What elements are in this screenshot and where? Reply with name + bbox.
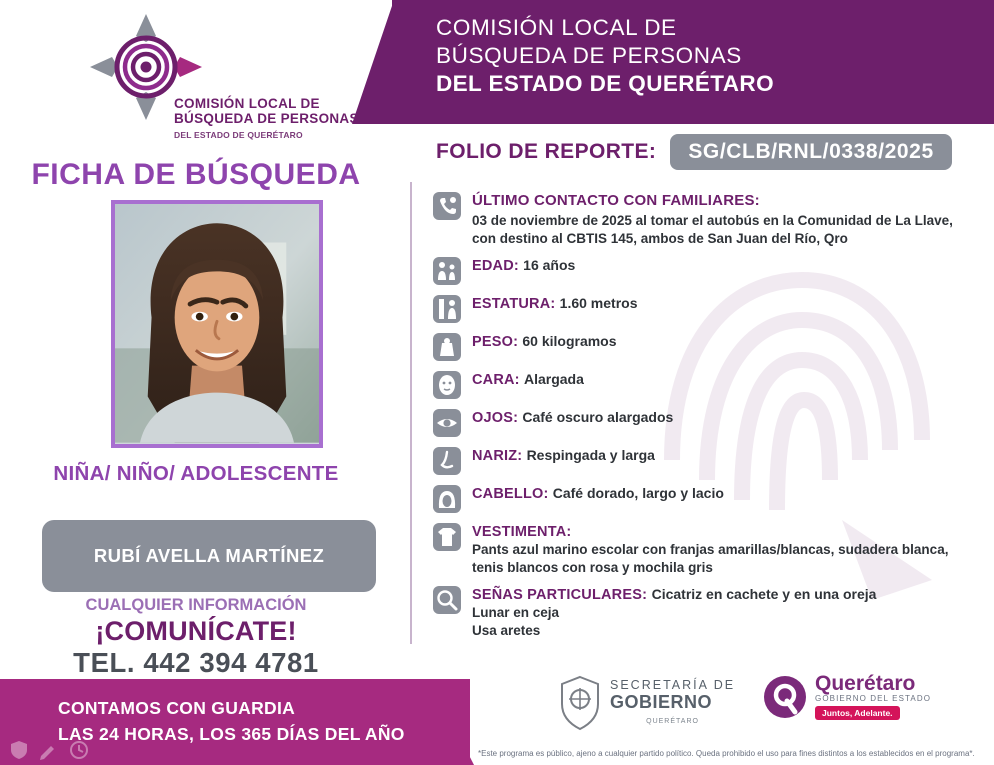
secretaria-line-3: QUERÉTARO: [646, 717, 699, 725]
detail-row-nariz: [432, 445, 976, 476]
legal-disclaimer: *Este programa es público, ajeno a cualquier partido político. Queda prohibido el uso para fines distintos a los establecidos en el programa*.: [478, 749, 975, 758]
magnifier-icon: [432, 585, 462, 615]
weight-icon: [432, 332, 462, 362]
detail-value: 03 de noviembre de 2025 al tomar el autobús en la Comunidad de La Llave, con destino al CBTIS 145, ambos de San Juan del Río, Qro: [472, 213, 953, 246]
detail-label: OJOS:: [472, 410, 523, 426]
detail-label: ÚLTIMO CONTACTO CON FAMILIARES:: [472, 192, 760, 209]
queretaro-q-icon: [762, 674, 808, 720]
pencil-icon: [38, 739, 60, 761]
detail-value: Café oscuro alargados: [522, 409, 674, 425]
secretaria-line-2: GOBIERNO: [610, 691, 713, 712]
header-line-1: COMISIÓN LOCAL DE: [436, 15, 677, 40]
header-line-2: BÚSQUEDA DE PERSONAS: [436, 43, 742, 68]
logo-line-1: COMISIÓN LOCAL DE: [174, 96, 320, 111]
nose-icon: [432, 446, 462, 476]
folio-row: [436, 134, 952, 170]
detail-value: Alargada: [523, 371, 584, 387]
hair-icon: [432, 484, 462, 514]
detail-value: Respingada y larga: [526, 447, 655, 463]
subject-photo-image: [115, 204, 319, 443]
subject-name: RUBÍ AVELLA MARTÍNEZ: [42, 520, 376, 592]
page-title: FICHA DE BÚSQUEDA: [31, 158, 361, 191]
decorative-icons: [8, 739, 90, 761]
detail-value: Cicatriz en cachete y en una oreja: [651, 586, 877, 602]
bottom-band-diagonal: [430, 679, 474, 765]
detail-label: CARA:: [472, 372, 524, 388]
detail-row-ojos: [432, 407, 976, 438]
header-band: [392, 0, 994, 124]
subject-category: NIÑA/ NIÑO/ ADOLESCENTE: [53, 462, 339, 485]
queretaro-coat-of-arms-icon: [558, 675, 602, 731]
section-divider: [410, 182, 412, 644]
header-line-3: DEL ESTADO DE QUERÉTARO: [436, 71, 774, 96]
detail-row-peso: [432, 331, 976, 362]
detail-row-cabello: [432, 483, 976, 514]
detail-label: VESTIMENTA:: [472, 524, 572, 540]
detail-value-extra-1: Lunar en ceja: [472, 605, 560, 620]
detail-value: 1.60 metros: [559, 295, 638, 311]
detail-row-senas-particulares: [432, 584, 976, 640]
folio-value: SG/CLB/RNL/0338/2025: [670, 134, 951, 170]
contact-cta: ¡COMUNÍCATE!: [95, 616, 297, 646]
detail-label: CABELLO:: [472, 486, 553, 502]
shield-icon: [8, 739, 30, 761]
detail-value: 16 años: [523, 257, 576, 273]
detail-row-cara: [432, 369, 976, 400]
logo-line-3: DEL ESTADO DE QUERÉTARO: [174, 130, 303, 140]
detail-value: 60 kilogramos: [522, 333, 617, 349]
secretaria-line-1: SECRETARÍA DE: [610, 677, 736, 692]
phone-family-icon: [432, 191, 462, 221]
height-icon: [432, 294, 462, 324]
detail-row-vestimenta: [432, 521, 976, 577]
detail-value-extra-2: Usa aretes: [472, 623, 541, 638]
queretaro-wordmark: Querétaro: [815, 672, 916, 695]
detail-value: Café dorado, largo y lacio: [552, 485, 724, 501]
eye-icon: [432, 408, 462, 438]
detail-value: Pants azul marino escolar con franjas amarillas/blancas, sudadera blanca, tenis blancos con rosa y mochila gris: [472, 542, 949, 575]
face-icon: [432, 370, 462, 400]
logo-line-2: BÚSQUEDA DE PERSONAS: [174, 111, 359, 126]
guardia-line-1: CONTAMOS CON GUARDIA: [58, 698, 296, 718]
guardia-line-2: LAS 24 HORAS, LOS 365 DÍAS DEL AÑO: [58, 724, 405, 744]
footer-logos: [500, 672, 980, 745]
detail-label: NARIZ:: [472, 448, 527, 464]
people-icon: [432, 256, 462, 286]
agency-logo: [34, 10, 359, 140]
guardia-notice: [58, 695, 405, 747]
clothing-icon: [432, 522, 462, 552]
queretaro-badge: Juntos, Adelante.: [815, 706, 900, 720]
detail-label: ESTATURA:: [472, 296, 560, 312]
secretaria-gobierno-logo: [558, 675, 735, 731]
detail-label: EDAD:: [472, 258, 524, 274]
subject-photo: [111, 200, 323, 448]
detail-label: SEÑAS PARTICULARES:: [472, 587, 648, 603]
detail-row-ultimo-contacto: [432, 190, 976, 248]
folio-label: FOLIO DE REPORTE:: [436, 140, 657, 163]
contact-lead: CUALQUIER INFORMACIÓN: [85, 596, 307, 614]
detail-row-estatura: [432, 293, 976, 324]
queretaro-subtitle: GOBIERNO DEL ESTADO: [815, 694, 932, 703]
contact-phone: TEL. 442 394 4781: [73, 647, 319, 678]
queretaro-state-logo: [762, 673, 931, 721]
detail-label: PESO:: [472, 334, 523, 350]
details-list: [432, 190, 976, 647]
detail-row-edad: [432, 255, 976, 286]
clock-icon: [68, 739, 90, 761]
